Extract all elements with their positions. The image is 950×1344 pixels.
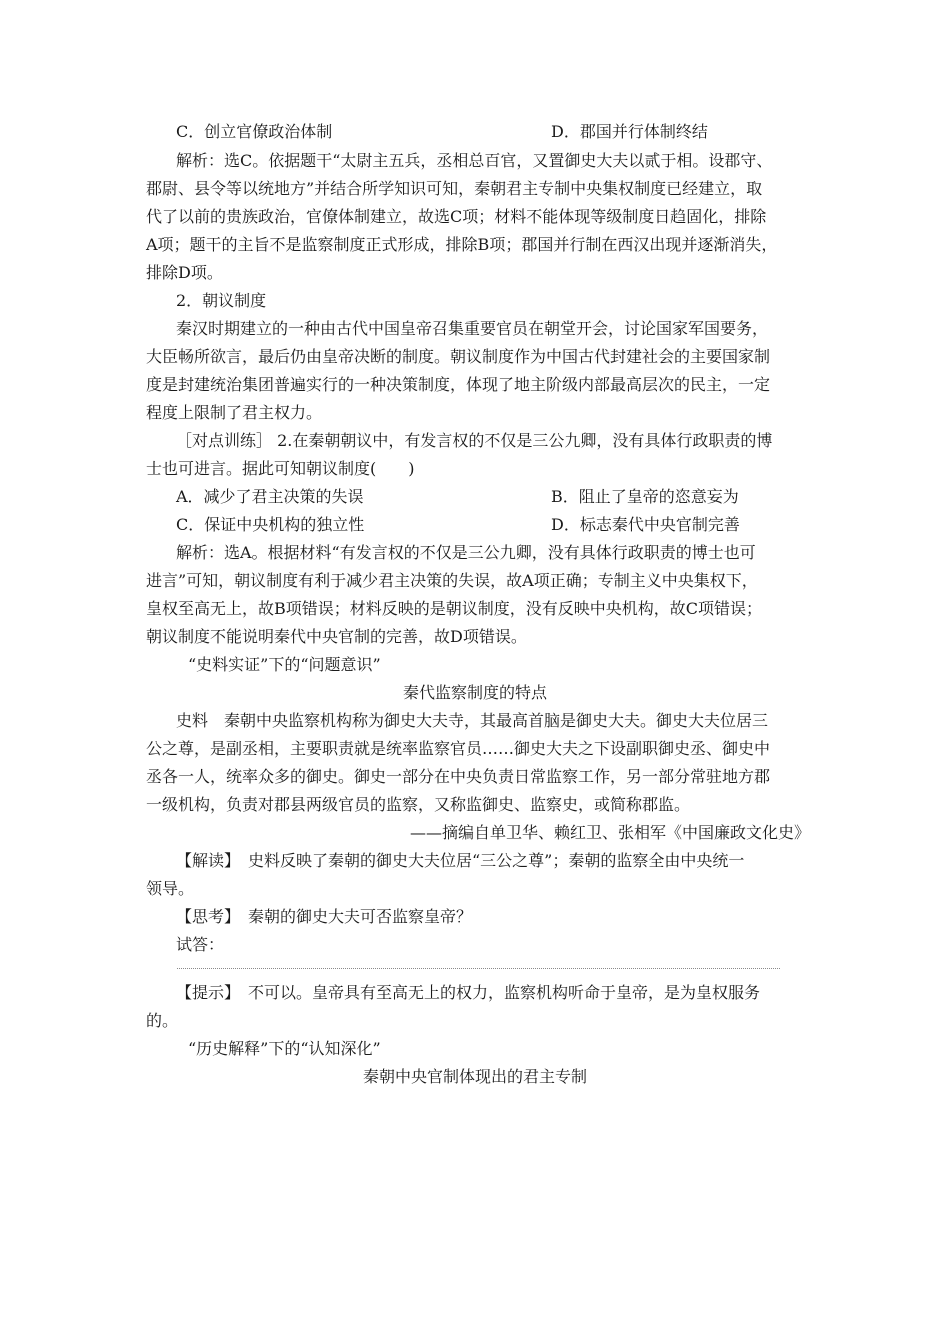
- hint-line: 【提示】 不可以。皇帝具有至高无上的权力，监察机构听命于皇帝，是为皇权服务: [176, 983, 761, 1002]
- answer-line: [177, 968, 780, 969]
- answer-prompt: 试答：: [176, 935, 225, 954]
- q2-stem-line: ［对点训练］ 2.在秦朝朝议中，有发言权的不仅是三公九卿，没有具体行政职责的博: [176, 431, 773, 450]
- q2-option-c: C．保证中央机构的独立性: [176, 515, 365, 534]
- citation: ——摘编自单卫华、赖红卫、张相军《中国廉政文化史》: [409, 823, 810, 842]
- section-body-line: 程度上限制了君主权力。: [146, 403, 323, 422]
- evidence-heading: “史料实证”下的“问题意识”: [188, 655, 381, 674]
- q2-option-d: D．标志秦代中央官制完善: [551, 515, 740, 534]
- q2-analysis-line: 进言”可知，朝议制度有利于减少君主决策的失误，故A项正确；专制主义中央集权下，: [146, 571, 758, 590]
- think-question: 【思考】 秦朝的御史大夫可否监察皇帝？: [176, 907, 473, 926]
- q1-option-d: D．郡国并行体制终结: [551, 122, 708, 141]
- q2-option-a: A．减少了君主决策的失误: [176, 487, 364, 506]
- section-body-line: 秦汉时期建立的一种由古代中国皇帝召集重要官员在朝堂开会，讨论国家军国要务，: [176, 319, 769, 338]
- q2-analysis-line: 皇权至高无上，故B项错误；材料反映的是朝议制度，没有反映中央机构，故C项错误；: [146, 599, 763, 618]
- hint-line: 的。: [146, 1011, 179, 1030]
- source-line: 一级机构，负责对郡县两级官员的监察，又称监御史、监察史，或简称郡监。: [146, 795, 691, 814]
- q1-analysis-line: 排除D项。: [146, 263, 223, 282]
- q2-analysis-line: 朝议制度不能说明秦代中央官制的完善，故D项错误。: [146, 627, 527, 646]
- q2-analysis-line: 解析：选A。根据材料“有发言权的不仅是三公九卿，没有具体行政职责的博士也可: [176, 543, 756, 562]
- evidence-title: 秦代监察制度的特点: [402, 683, 547, 702]
- source-line: 公之尊，是副丞相，主要职责就是统率监察官员……御史大夫之下设副职御史丞、御史中: [146, 739, 771, 758]
- q1-analysis-line: 解析：选C。依据题干“太尉主五兵，丞相总百官，又置御史大夫以贰于相。设郡守、: [176, 151, 773, 170]
- section-body-line: 度是封建统治集团普遍实行的一种决策制度，体现了地主阶级内部最高层次的民主，一定: [146, 375, 771, 394]
- explanation-title: 秦朝中央官制体现出的君主专制: [362, 1067, 587, 1086]
- q1-analysis-line: A项；题干的主旨不是监察制度正式形成，排除B项；郡国并行制在西汉出现并逐渐消失，: [146, 235, 778, 254]
- interpretation-line: 领导。: [146, 879, 195, 898]
- section-heading: 2．朝议制度: [176, 291, 267, 310]
- q1-analysis-line: 代了以前的贵族政治，官僚体制建立，故选C项；材料不能体现等级制度日趋固化，排除: [146, 207, 767, 226]
- q1-option-c: C．创立官僚政治体制: [176, 122, 333, 141]
- q2-stem-line: 士也可进言。据此可知朝议制度( ): [146, 459, 415, 478]
- section-body-line: 大臣畅所欲言，最后仍由皇帝决断的制度。朝议制度作为中国古代封建社会的主要国家制: [146, 347, 771, 366]
- interpretation-line: 【解读】 史料反映了秦朝的御史大夫位居“三公之尊”；秦朝的监察全由中央统一: [176, 851, 745, 870]
- source-line: 史料 秦朝中央监察机构称为御史大夫寺，其最高首脑是御史大夫。御史大夫位居三: [176, 711, 769, 730]
- source-line: 丞各一人，统率众多的御史。御史一部分在中央负责日常监察工作，另一部分常驻地方郡: [146, 767, 771, 786]
- q1-analysis-line: 郡尉、县令等以统地方”并结合所学知识可知，秦朝君主专制中央集权制度已经建立，取: [146, 179, 763, 198]
- explanation-heading: “历史解释”下的“认知深化”: [188, 1039, 381, 1058]
- q2-option-b: B．阻止了皇帝的恣意妄为: [551, 487, 739, 506]
